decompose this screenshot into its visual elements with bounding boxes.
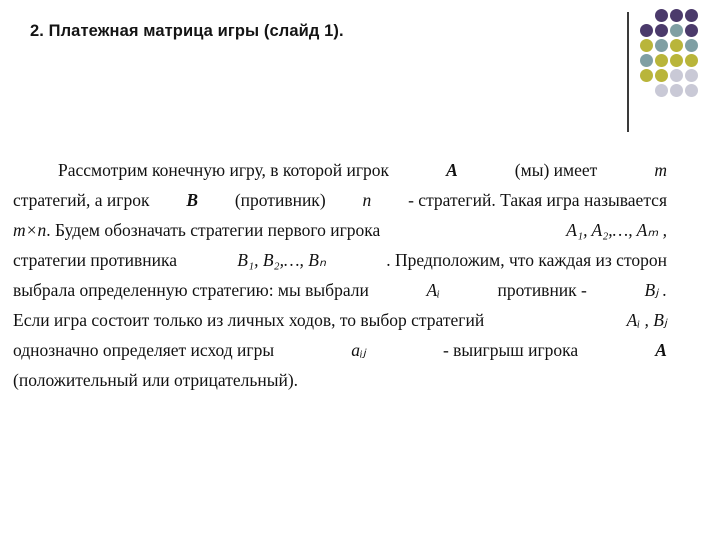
text-segment: Рассмотрим конечную игру, в которой игрок [58, 160, 390, 180]
text-segment: (противник) [234, 190, 326, 210]
math-n: n [362, 190, 372, 210]
text-segment: - стратегий. Такая игра называется [408, 190, 667, 210]
player-a-symbol: A [655, 340, 667, 360]
dot-purple [685, 9, 698, 22]
math-a-ij: aᵢⱼ [351, 340, 366, 360]
dot-lilac [655, 84, 668, 97]
text-segment: (положительный или отрицательный). [13, 370, 299, 390]
text-segment: противник - [497, 280, 587, 300]
math-a-strategies: A₁, A₂,…, Aₘ , [566, 220, 667, 240]
paragraph-line-3 [13, 215, 667, 245]
text-segment: Если игра состоит только из личных ходов, то выбор стратегий [13, 310, 485, 330]
player-a-symbol: A [446, 160, 458, 180]
dot-olive [640, 69, 653, 82]
text-segment: выбрала определенную стратегию: мы выбрали [13, 280, 369, 300]
math-m: m [654, 160, 667, 180]
dot-purple [655, 9, 668, 22]
dot-teal [655, 39, 668, 52]
dot-purple [685, 24, 698, 37]
math-a-i: Aᵢ [426, 280, 440, 300]
text-segment: - выигрыш игрока [442, 340, 579, 360]
slide-title: 2. Платежная матрица игры (слайд 1). [30, 22, 344, 40]
paragraph-line-1 [13, 155, 667, 185]
dot-lilac [685, 84, 698, 97]
dot-olive [640, 39, 653, 52]
dot-empty [640, 84, 653, 97]
paragraph-line-8 [13, 365, 667, 395]
text-group [13, 215, 380, 245]
dot-purple [670, 9, 683, 22]
dot-lilac [670, 69, 683, 82]
dot-purple [655, 24, 668, 37]
dot-lilac [685, 69, 698, 82]
math-m-times-n: m×n [13, 220, 47, 240]
paragraph-line-2 [13, 185, 667, 215]
paragraph-line-4 [13, 245, 667, 275]
dot-olive [685, 54, 698, 67]
dot-olive [670, 39, 683, 52]
paragraph-line-6 [13, 305, 667, 335]
decorative-dot-grid [640, 9, 698, 97]
text-segment: однозначно определяет исход игры [13, 340, 275, 360]
dot-lilac [670, 84, 683, 97]
dot-teal [685, 39, 698, 52]
text-segment: . Предположим, что каждая из сторон [386, 250, 667, 270]
math-b-j: Bⱼ . [644, 280, 667, 300]
slide-body-paragraph [13, 155, 667, 395]
dot-olive [670, 54, 683, 67]
text-segment: стратегии противника [13, 250, 178, 270]
player-b-symbol: B [186, 190, 198, 210]
vertical-divider [627, 12, 629, 132]
paragraph-line-7 [13, 335, 667, 365]
math-b-strategies: B₁, B₂,…, Bₙ [237, 250, 326, 270]
dot-olive [655, 69, 668, 82]
text-segment: стратегий, а игрок [13, 190, 150, 210]
dot-teal [670, 24, 683, 37]
dot-olive [655, 54, 668, 67]
dot-purple [640, 24, 653, 37]
text-segment: . Будем обозначать стратегии первого игрока [46, 220, 381, 240]
dot-teal [640, 54, 653, 67]
dot-empty [640, 9, 653, 22]
math-a-i-b-j: Aᵢ , Bⱼ [626, 310, 667, 330]
text-segment: (мы) имеет [514, 160, 598, 180]
paragraph-line-5 [13, 275, 667, 305]
